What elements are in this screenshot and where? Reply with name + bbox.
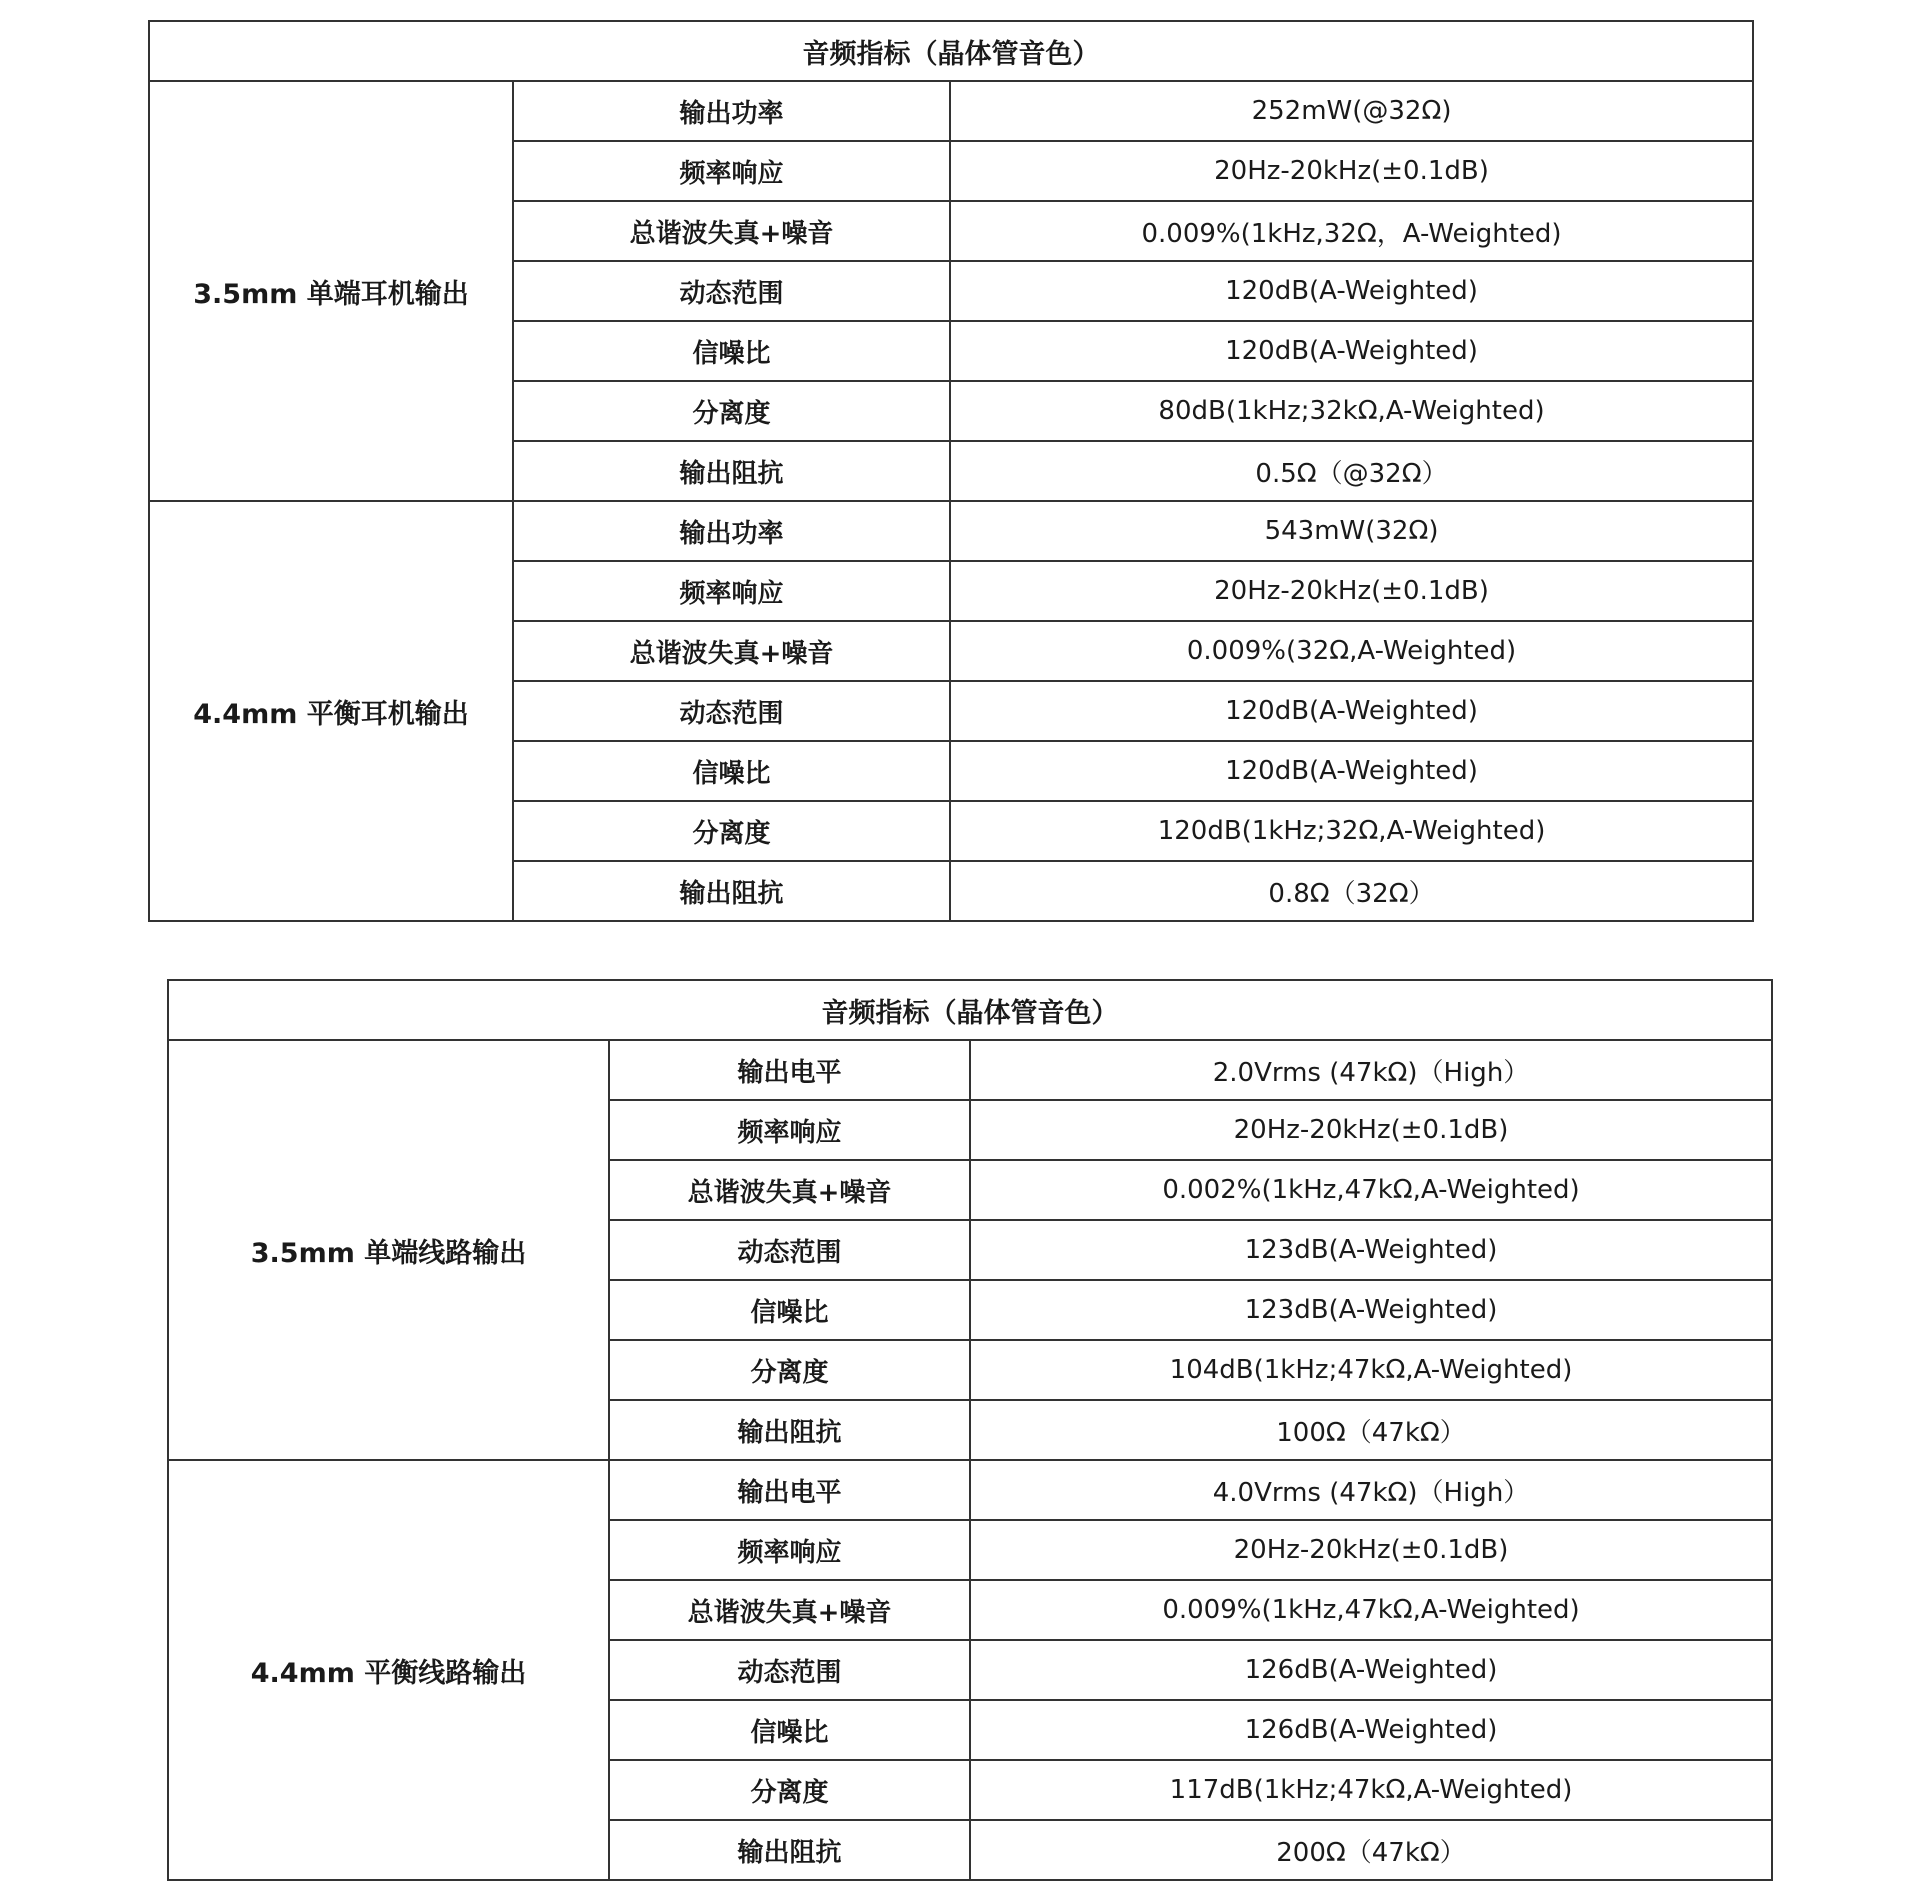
spec-param-name: 动态范围 bbox=[513, 681, 950, 741]
table-row bbox=[168, 1040, 1772, 1100]
spec-param-value: 20Hz-20kHz(±0.1dB) bbox=[970, 1520, 1772, 1580]
spec-param-name: 输出阻抗 bbox=[609, 1400, 970, 1460]
spec-param-name: 频率响应 bbox=[513, 561, 950, 621]
table-title: 音频指标（晶体管音色） bbox=[149, 21, 1753, 81]
spec-param-value: 20Hz-20kHz(±0.1dB) bbox=[970, 1100, 1772, 1160]
spec-param-value: 2.0Vrms (47kΩ)（High） bbox=[970, 1040, 1772, 1100]
spec-param-name: 输出电平 bbox=[609, 1460, 970, 1520]
spec-param-name: 输出功率 bbox=[513, 81, 950, 141]
spec-param-name: 信噪比 bbox=[609, 1700, 970, 1760]
spec-param-name: 输出功率 bbox=[513, 501, 950, 561]
spec-param-name: 分离度 bbox=[513, 381, 950, 441]
spec-param-value: 126dB(A-Weighted) bbox=[970, 1640, 1772, 1700]
spec-param-name: 分离度 bbox=[513, 801, 950, 861]
spec-param-value: 120dB(A-Weighted) bbox=[950, 741, 1753, 801]
spec-param-value: 0.8Ω（32Ω） bbox=[950, 861, 1753, 921]
spec-param-value: 104dB(1kHz;47kΩ,A-Weighted) bbox=[970, 1340, 1772, 1400]
spec-param-name: 输出阻抗 bbox=[513, 861, 950, 921]
spec-param-name: 总谐波失真+噪音 bbox=[513, 621, 950, 681]
spec-param-name: 频率响应 bbox=[609, 1520, 970, 1580]
spec-param-name: 动态范围 bbox=[609, 1640, 970, 1700]
spec-param-name: 频率响应 bbox=[513, 141, 950, 201]
spec-param-value: 117dB(1kHz;47kΩ,A-Weighted) bbox=[970, 1760, 1772, 1820]
spec-param-value: 120dB(A-Weighted) bbox=[950, 681, 1753, 741]
spec-param-value: 126dB(A-Weighted) bbox=[970, 1700, 1772, 1760]
spec-param-value: 252mW(@32Ω) bbox=[950, 81, 1753, 141]
spec-param-value: 0.009%(1kHz,32Ω，A-Weighted) bbox=[950, 201, 1753, 261]
spec-param-value: 0.009%(32Ω,A-Weighted) bbox=[950, 621, 1753, 681]
spec-param-value: 80dB(1kHz;32kΩ,A-Weighted) bbox=[950, 381, 1753, 441]
spec-param-value: 0.009%(1kHz,47kΩ,A-Weighted) bbox=[970, 1580, 1772, 1640]
spec-param-name: 分离度 bbox=[609, 1340, 970, 1400]
spec-param-value: 123dB(A-Weighted) bbox=[970, 1220, 1772, 1280]
spec-param-name: 输出电平 bbox=[609, 1040, 970, 1100]
table-title: 音频指标（晶体管音色） bbox=[168, 980, 1772, 1040]
spec-param-value: 4.0Vrms (47kΩ)（High） bbox=[970, 1460, 1772, 1520]
spec-table-headphone-output bbox=[148, 20, 1754, 922]
spec-param-value: 543mW(32Ω) bbox=[950, 501, 1753, 561]
spec-param-name: 信噪比 bbox=[513, 321, 950, 381]
spec-param-name: 信噪比 bbox=[513, 741, 950, 801]
output-group-label: 4.4mm 平衡耳机输出 bbox=[149, 501, 513, 921]
output-group-label: 4.4mm 平衡线路输出 bbox=[168, 1460, 609, 1880]
spec-table-line-output bbox=[167, 979, 1773, 1881]
table-header-row bbox=[168, 980, 1772, 1040]
table-row bbox=[168, 1460, 1772, 1520]
spec-param-value: 200Ω（47kΩ） bbox=[970, 1820, 1772, 1880]
table-row bbox=[149, 501, 1753, 561]
spec-param-value: 120dB(A-Weighted) bbox=[950, 261, 1753, 321]
output-group-label: 3.5mm 单端线路输出 bbox=[168, 1040, 609, 1460]
output-group-label: 3.5mm 单端耳机输出 bbox=[149, 81, 513, 501]
spec-param-value: 20Hz-20kHz(±0.1dB) bbox=[950, 141, 1753, 201]
spec-param-name: 频率响应 bbox=[609, 1100, 970, 1160]
spec-param-name: 总谐波失真+噪音 bbox=[609, 1160, 970, 1220]
spec-param-value: 20Hz-20kHz(±0.1dB) bbox=[950, 561, 1753, 621]
spec-param-name: 总谐波失真+噪音 bbox=[609, 1580, 970, 1640]
spec-param-value: 120dB(1kHz;32Ω,A-Weighted) bbox=[950, 801, 1753, 861]
spec-param-value: 120dB(A-Weighted) bbox=[950, 321, 1753, 381]
spec-param-value: 0.5Ω（@32Ω） bbox=[950, 441, 1753, 501]
spec-param-value: 100Ω（47kΩ） bbox=[970, 1400, 1772, 1460]
spec-param-name: 输出阻抗 bbox=[513, 441, 950, 501]
spec-param-value: 0.002%(1kHz,47kΩ,A-Weighted) bbox=[970, 1160, 1772, 1220]
table-header-row bbox=[149, 21, 1753, 81]
spec-param-name: 输出阻抗 bbox=[609, 1820, 970, 1880]
spec-param-name: 动态范围 bbox=[609, 1220, 970, 1280]
spec-param-name: 动态范围 bbox=[513, 261, 950, 321]
spec-param-name: 信噪比 bbox=[609, 1280, 970, 1340]
spec-param-name: 分离度 bbox=[609, 1760, 970, 1820]
table-row bbox=[149, 81, 1753, 141]
spec-param-value: 123dB(A-Weighted) bbox=[970, 1280, 1772, 1340]
spec-param-name: 总谐波失真+噪音 bbox=[513, 201, 950, 261]
